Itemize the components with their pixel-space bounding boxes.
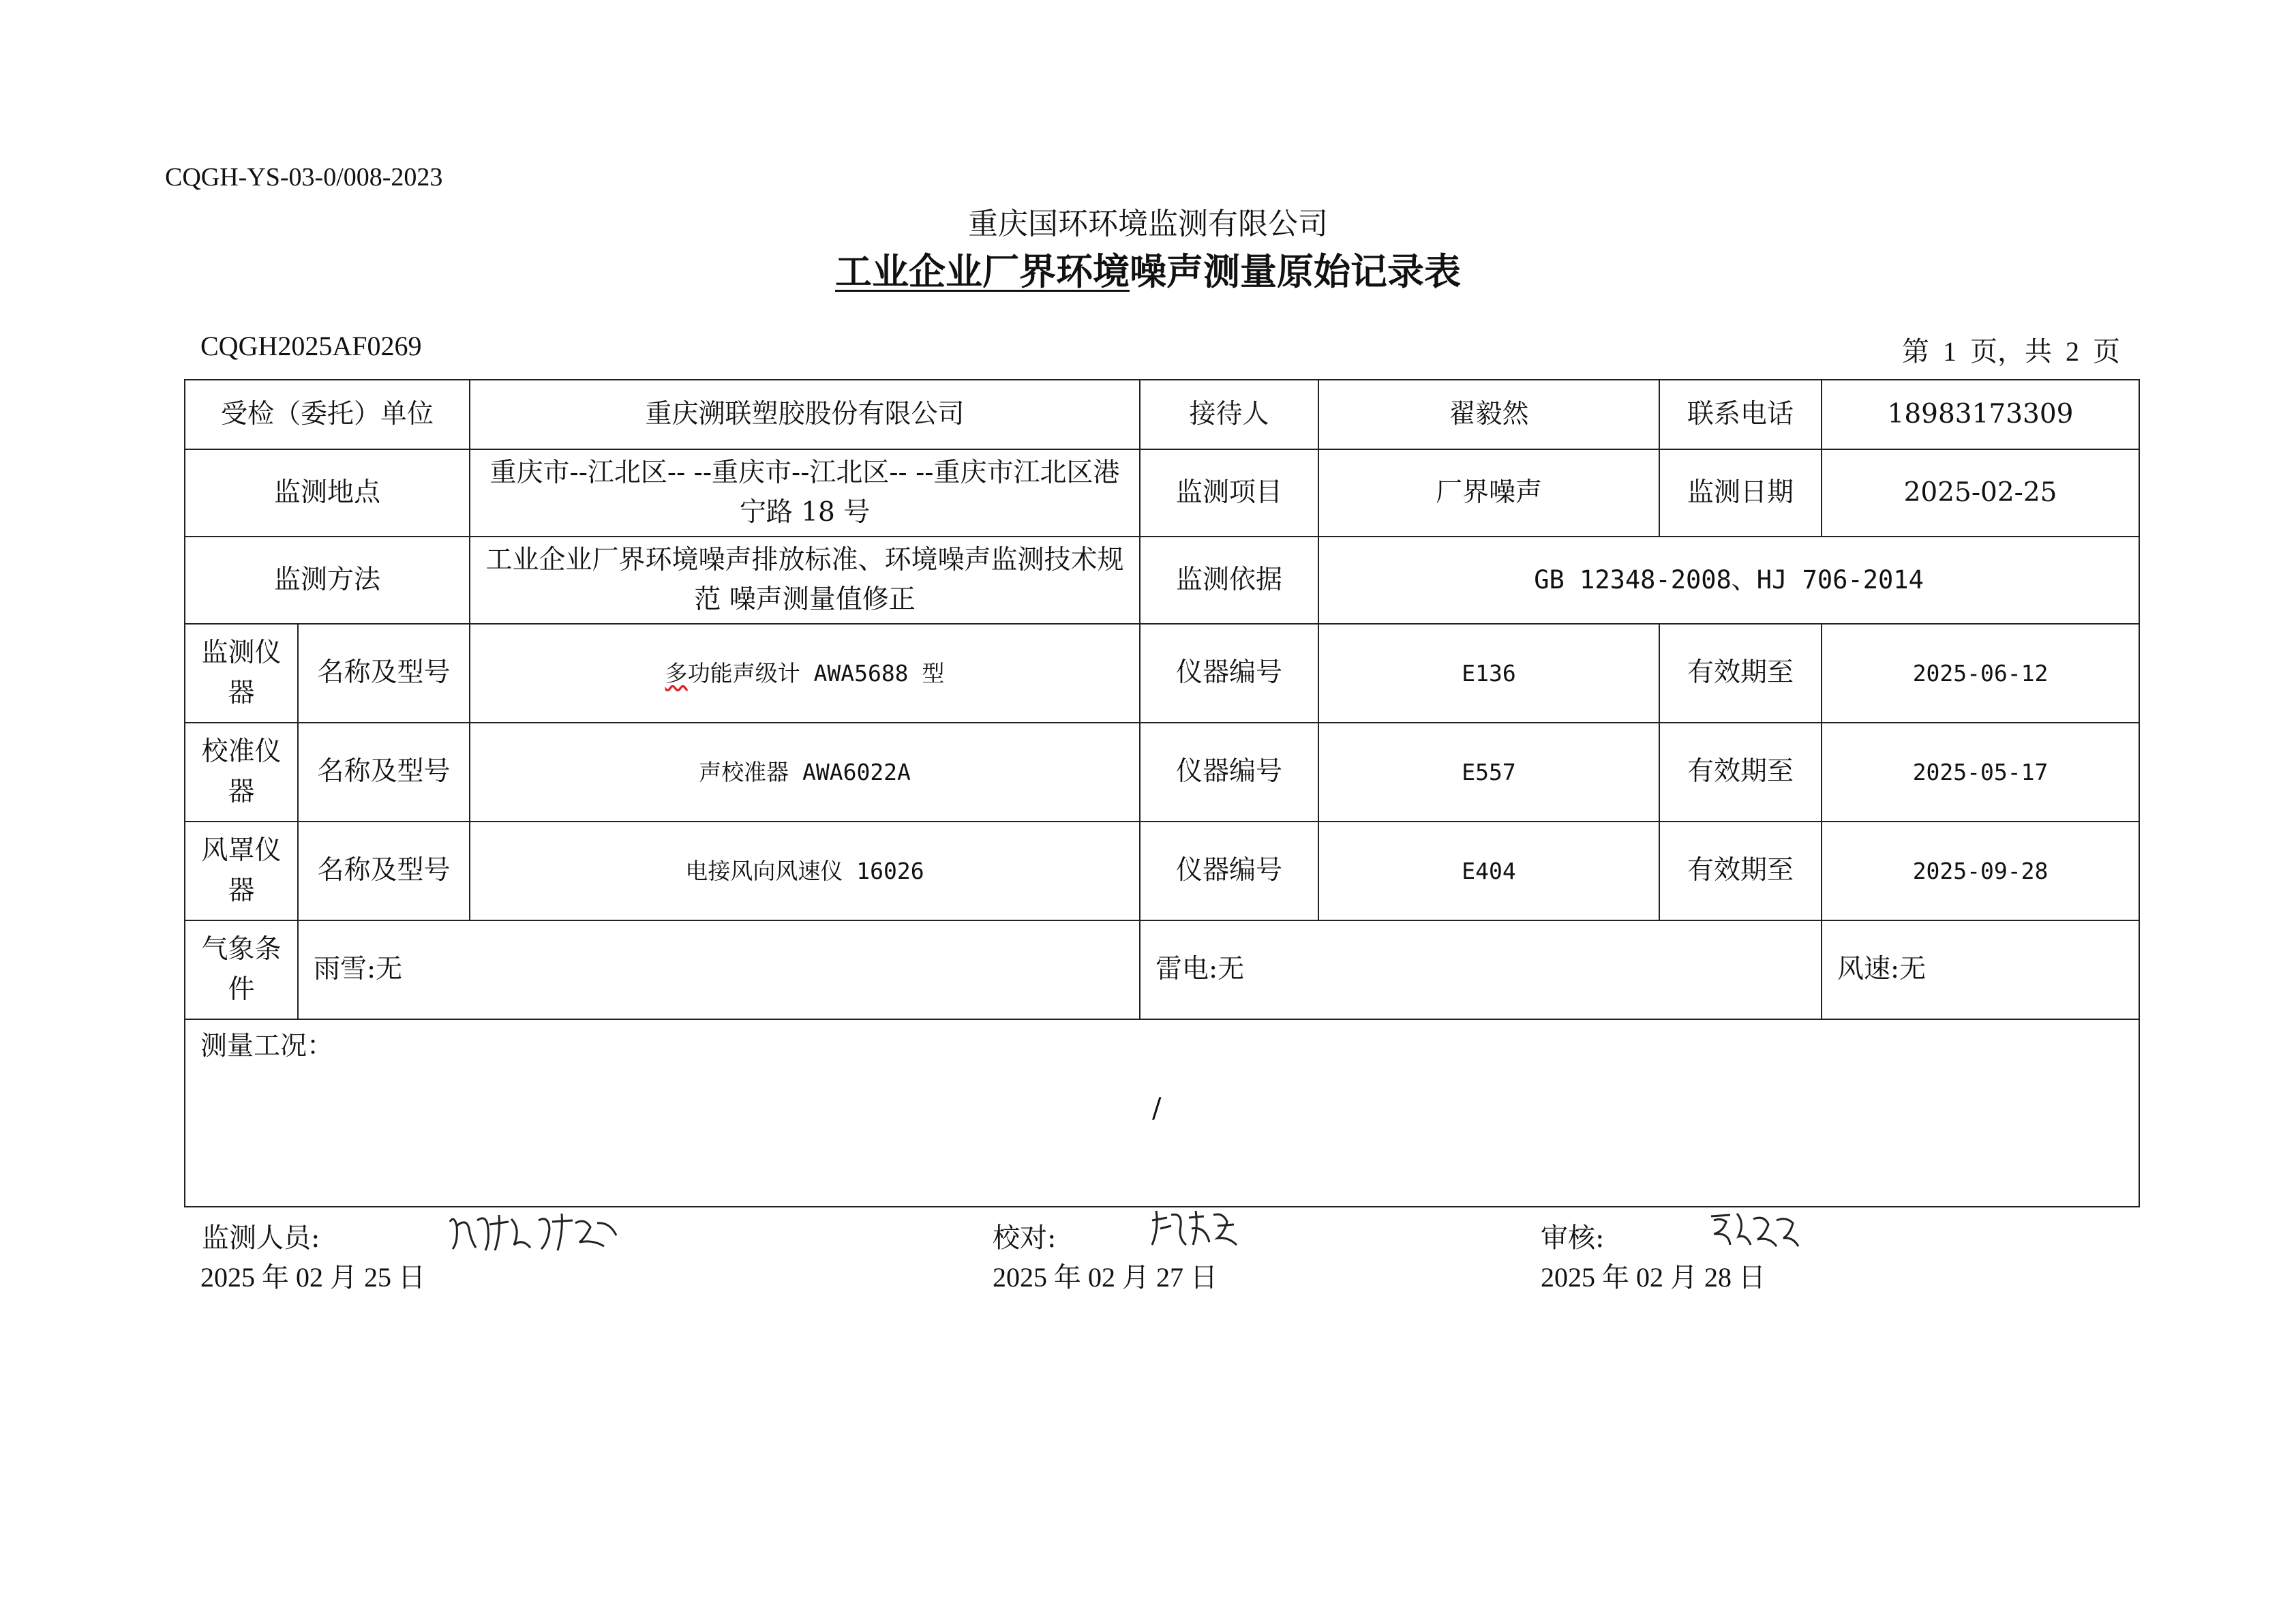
weather-wind: 风速:无 xyxy=(1822,920,2139,1019)
page-prefix: 第 xyxy=(1902,336,1929,367)
report-number: CQGH2025AF0269 xyxy=(200,331,422,361)
location-value: 重庆市--江北区-- --重庆市--江北区-- --重庆市江北区港宁路 18 号 xyxy=(470,449,1140,537)
instrument-name xyxy=(470,624,1140,723)
instrument-valid-label: 有效期至 xyxy=(1659,723,1822,822)
instrument-id: E557 xyxy=(1318,723,1659,822)
instrument-id: E136 xyxy=(1318,624,1659,723)
page-current: 1 xyxy=(1943,336,1957,367)
weather-label: 气象条件 xyxy=(185,920,298,1019)
instrument-row xyxy=(185,822,2139,920)
instrument-category: 监测仪器 xyxy=(185,624,298,723)
monitor-signature xyxy=(446,1208,623,1256)
review-signature xyxy=(1706,1207,1801,1250)
instrument-category: 风罩仪器 xyxy=(185,822,298,920)
method-value: 工业企业厂界环境噪声排放标准、环境噪声监测技术规范 噪声测量值修正 xyxy=(470,537,1140,624)
basis-value: GB 12348-2008、HJ 706-2014 xyxy=(1318,537,2139,624)
phone-label: 联系电话 xyxy=(1659,380,1822,449)
contact-value: 翟毅然 xyxy=(1318,380,1659,449)
check-date: 2025 年 02 月 27 日 xyxy=(993,1262,1218,1293)
page-indicator xyxy=(1902,330,2120,369)
instrument-name-label: 名称及型号 xyxy=(298,822,470,920)
check-label: 校对: xyxy=(993,1222,1057,1254)
instrument-name: 声校准器 AWA6022A xyxy=(470,723,1140,822)
client-row xyxy=(185,380,2139,449)
instrument-valid-label: 有效期至 xyxy=(1659,822,1822,920)
measurement-label: 测量工况： xyxy=(200,1031,334,1062)
instrument-valid-date: 2025-06-12 xyxy=(1822,624,2139,723)
instrument-id: E404 xyxy=(1318,822,1659,920)
page-mid: 页，共 xyxy=(1970,336,2052,367)
review-date: 2025 年 02 月 28 日 xyxy=(1541,1262,1766,1293)
basis-label: 监测依据 xyxy=(1140,537,1318,624)
client-label: 受检（委托）单位 xyxy=(185,380,470,449)
instrument-id-label: 仪器编号 xyxy=(1140,723,1318,822)
measurement-value: / xyxy=(1152,1093,1162,1124)
instrument-name-label: 名称及型号 xyxy=(298,723,470,822)
instrument-category: 校准仪器 xyxy=(185,723,298,822)
weather-thunder: 雷电:无 xyxy=(1140,920,1822,1019)
contact-label: 接待人 xyxy=(1140,380,1318,449)
form-title-rest: 噪声测量原始记录表 xyxy=(1130,250,1461,293)
weather-row xyxy=(185,920,2139,1019)
item-label: 监测项目 xyxy=(1140,449,1318,537)
instrument-id-label: 仪器编号 xyxy=(1140,822,1318,920)
instrument-name: 电接风向风速仪 16026 xyxy=(470,822,1140,920)
spellcheck-marked-char: 多 xyxy=(665,659,688,687)
weather-rain: 雨雪:无 xyxy=(298,920,1140,1019)
review-label: 审核: xyxy=(1541,1222,1605,1254)
measurement-cell xyxy=(185,1019,2139,1207)
page-suffix: 页 xyxy=(2093,336,2120,367)
location-label: 监测地点 xyxy=(185,449,470,537)
form-title-underlined: 工业企业厂界环境 xyxy=(835,250,1130,293)
date-label: 监测日期 xyxy=(1659,449,1822,537)
measurement-row xyxy=(185,1019,2139,1207)
check-signature xyxy=(1147,1205,1242,1250)
form-title xyxy=(0,243,2296,295)
record-table xyxy=(184,379,2140,1207)
phone-value: 18983173309 xyxy=(1822,380,2139,449)
item-value: 厂界噪声 xyxy=(1318,449,1659,537)
date-value: 2025-02-25 xyxy=(1822,449,2139,537)
monitor-label: 监测人员: xyxy=(202,1222,320,1254)
instrument-name-rest: 功能声级计 AWA5688 型 xyxy=(687,659,945,687)
client-value: 重庆溯联塑胶股份有限公司 xyxy=(470,380,1140,449)
instrument-row xyxy=(185,624,2139,723)
instrument-valid-date: 2025-05-17 xyxy=(1822,723,2139,822)
monitor-date: 2025 年 02 月 25 日 xyxy=(200,1262,425,1293)
document-code: CQGH-YS-03-0/008-2023 xyxy=(165,163,443,192)
instrument-valid-label: 有效期至 xyxy=(1659,624,1822,723)
instrument-valid-date: 2025-09-28 xyxy=(1822,822,2139,920)
method-label: 监测方法 xyxy=(185,537,470,624)
instrument-name-label: 名称及型号 xyxy=(298,624,470,723)
instrument-id-label: 仪器编号 xyxy=(1140,624,1318,723)
company-name: 重庆国环环境监测有限公司 xyxy=(968,207,1328,241)
location-row xyxy=(185,449,2139,537)
method-row xyxy=(185,537,2139,624)
instrument-row xyxy=(185,723,2139,822)
page-total: 2 xyxy=(2066,336,2079,367)
